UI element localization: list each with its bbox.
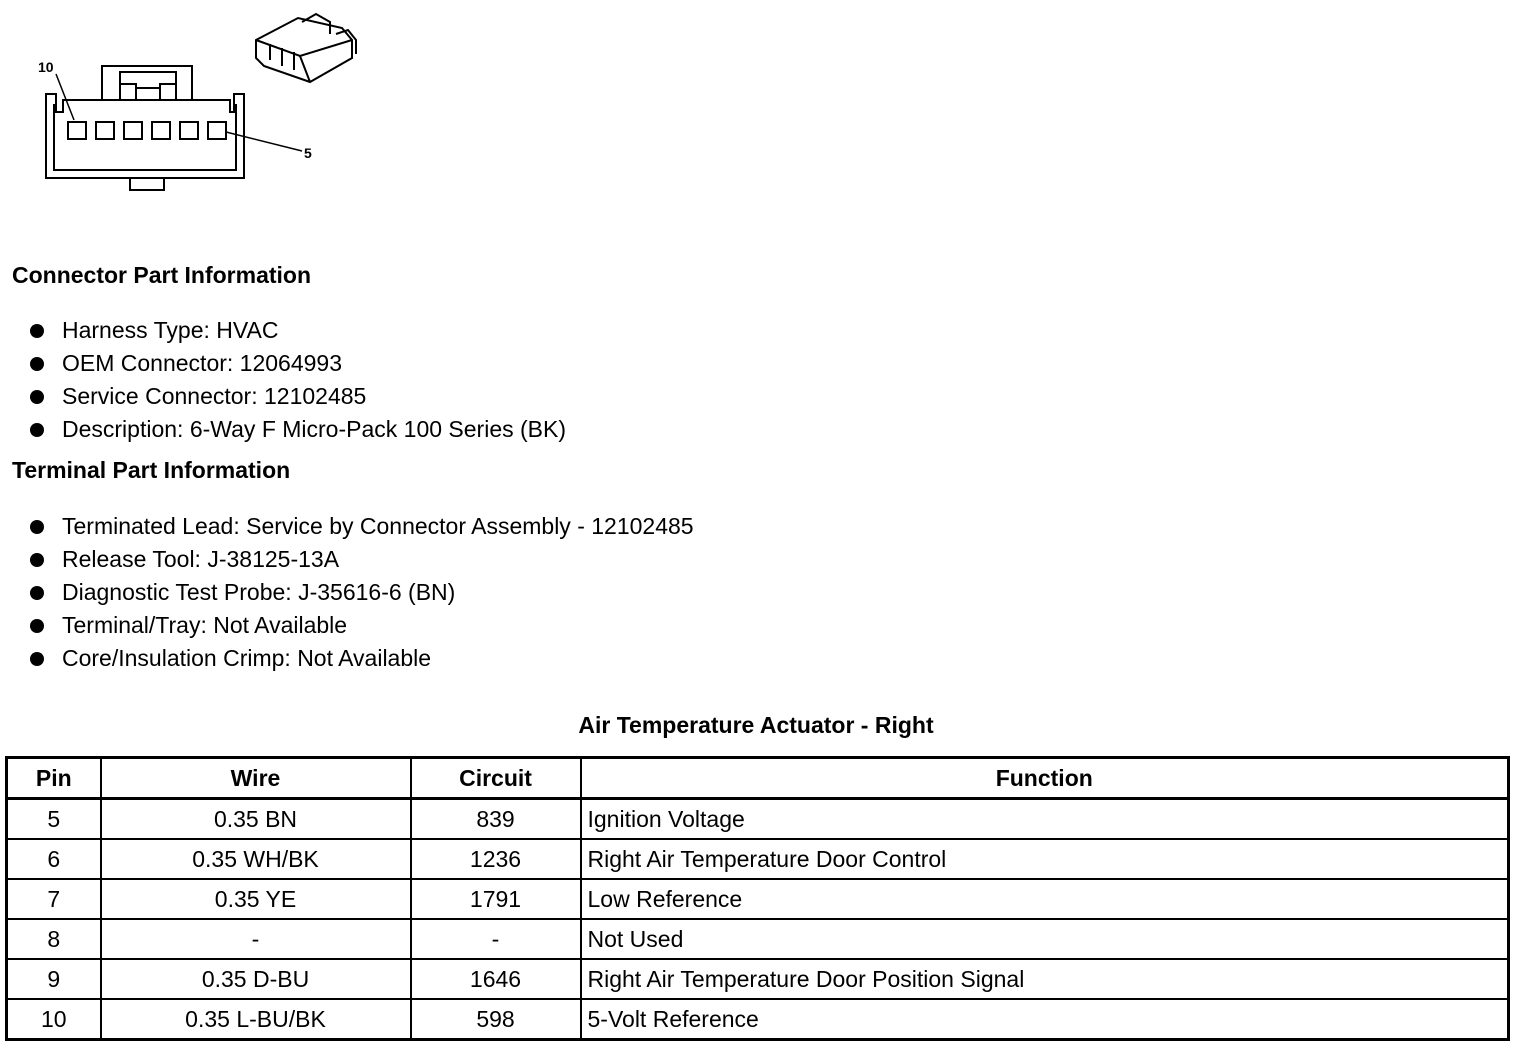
cell-circuit: 1646 <box>411 959 581 999</box>
cell-circuit: - <box>411 919 581 959</box>
connector-info-list <box>28 314 566 446</box>
cell-pin: 10 <box>7 999 101 1040</box>
list-item: Diagnostic Test Probe: J-35616-6 (BN) <box>28 576 694 609</box>
header-pin: Pin <box>7 758 101 799</box>
cell-circuit: 598 <box>411 999 581 1040</box>
cell-wire: 0.35 WH/BK <box>101 839 411 879</box>
cell-wire: - <box>101 919 411 959</box>
list-item: Description: 6-Way F Micro-Pack 100 Series (BK) <box>28 413 566 446</box>
table-title: Air Temperature Actuator - Right <box>578 712 934 738</box>
bullet-icon <box>30 652 44 666</box>
bullet-icon <box>30 520 44 534</box>
table-row <box>7 879 1509 919</box>
table-row <box>7 999 1509 1040</box>
table-row <box>7 799 1509 840</box>
bullet-icon <box>30 357 44 371</box>
table-row <box>7 919 1509 959</box>
bullet-icon <box>30 390 44 404</box>
terminal-cavities <box>68 122 226 139</box>
cell-circuit: 839 <box>411 799 581 840</box>
cell-function: Low Reference <box>581 879 1509 919</box>
list-item: Terminal/Tray: Not Available <box>28 609 694 642</box>
list-item: Harness Type: HVAC <box>28 314 566 347</box>
cell-wire: 0.35 YE <box>101 879 411 919</box>
pin-label-10: 10 <box>38 59 54 75</box>
list-item: Core/Insulation Crimp: Not Available <box>28 642 694 675</box>
bullet-icon <box>30 423 44 437</box>
cell-pin: 7 <box>7 879 101 919</box>
connector-isometric-icon <box>256 14 356 82</box>
cell-function: 5-Volt Reference <box>581 999 1509 1040</box>
cell-pin: 8 <box>7 919 101 959</box>
cell-wire: 0.35 L-BU/BK <box>101 999 411 1040</box>
list-item: Release Tool: J-38125-13A <box>28 543 694 576</box>
cell-wire: 0.35 D-BU <box>101 959 411 999</box>
bullet-icon <box>30 586 44 600</box>
table-row <box>7 959 1509 999</box>
bullet-icon <box>30 324 44 338</box>
header-wire: Wire <box>101 758 411 799</box>
cell-function: Right Air Temperature Door Position Signal <box>581 959 1509 999</box>
header-function: Function <box>581 758 1509 799</box>
cell-circuit: 1791 <box>411 879 581 919</box>
connector-diagram <box>30 0 370 200</box>
connector-face-drawing <box>30 0 370 200</box>
cell-function: Ignition Voltage <box>581 799 1509 840</box>
pin-label-5: 5 <box>304 145 312 161</box>
cell-pin: 6 <box>7 839 101 879</box>
terminal-info-list <box>28 510 694 675</box>
terminal-info-heading: Terminal Part Information <box>12 457 291 483</box>
table-row <box>7 839 1509 879</box>
cell-circuit: 1236 <box>411 839 581 879</box>
pin-10-leader-line <box>56 74 74 120</box>
table-header-row <box>7 758 1509 799</box>
cell-pin: 9 <box>7 959 101 999</box>
cell-function: Not Used <box>581 919 1509 959</box>
cell-wire: 0.35 BN <box>101 799 411 840</box>
cell-pin: 5 <box>7 799 101 840</box>
list-item: OEM Connector: 12064993 <box>28 347 566 380</box>
list-item: Service Connector: 12102485 <box>28 380 566 413</box>
header-circuit: Circuit <box>411 758 581 799</box>
bullet-icon <box>30 619 44 633</box>
connector-face-outline <box>46 66 244 190</box>
list-item: Terminated Lead: Service by Connector Assembly - 12102485 <box>28 510 694 543</box>
bullet-icon <box>30 553 44 567</box>
pinout-table <box>5 756 1510 1041</box>
cell-function: Right Air Temperature Door Control <box>581 839 1509 879</box>
connector-info-heading: Connector Part Information <box>12 262 312 288</box>
pin-5-leader-line <box>226 132 302 151</box>
